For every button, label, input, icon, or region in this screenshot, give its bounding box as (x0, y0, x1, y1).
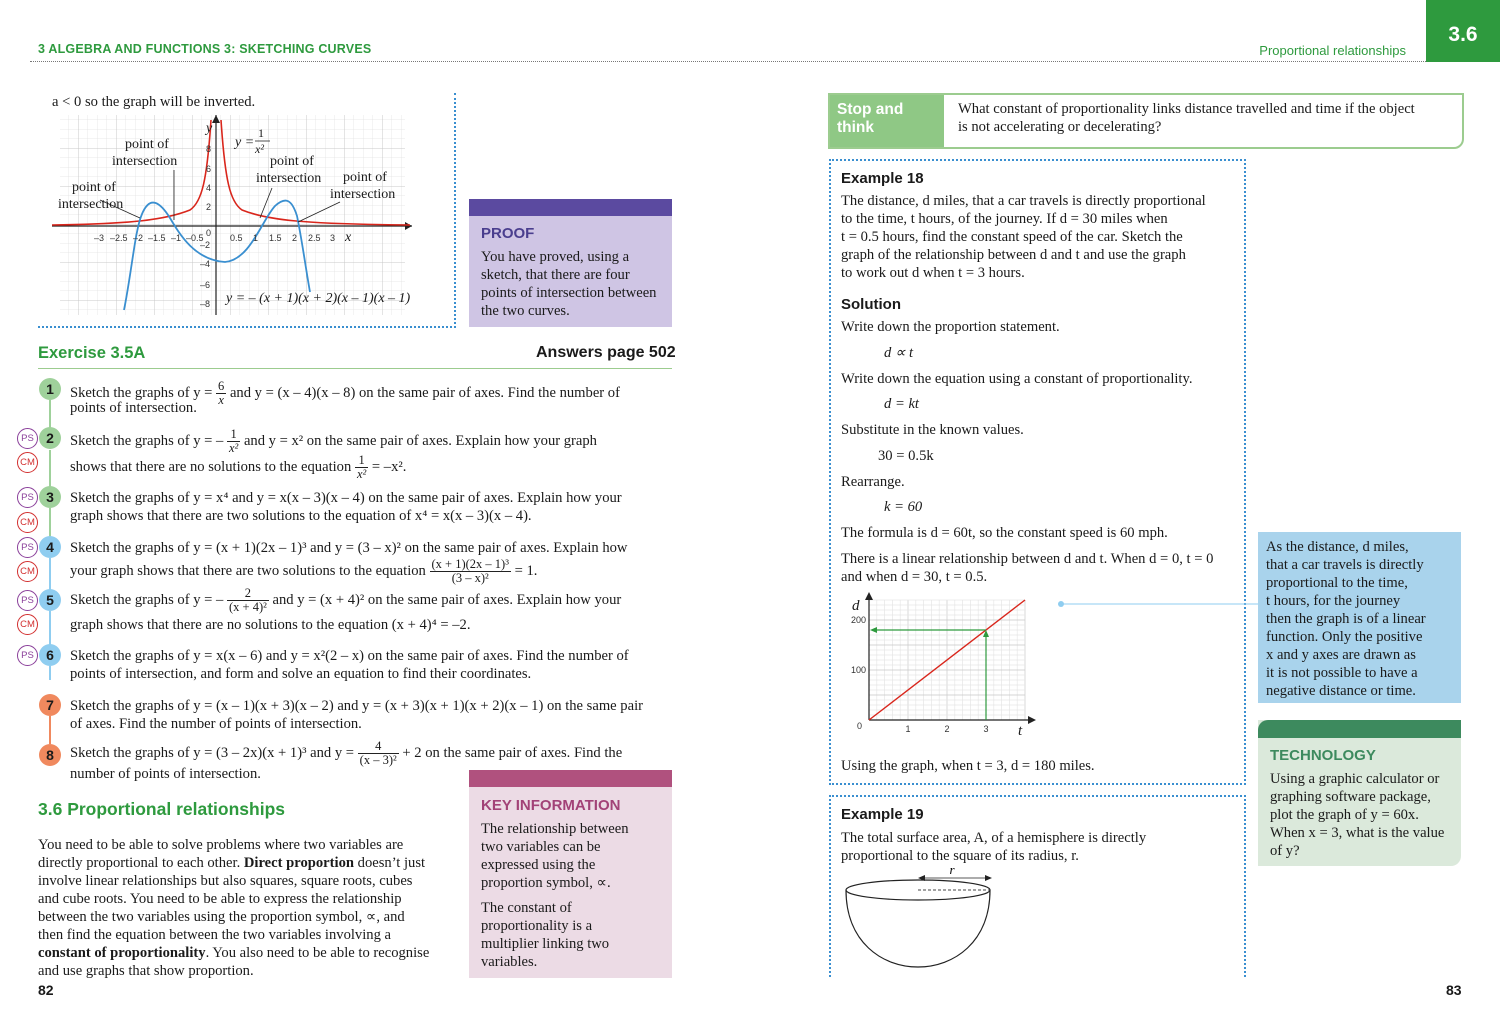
question-3-line2: graph shows that there are two solutions to the equation of x⁴ = x(x – 3)(x – 4). (70, 508, 532, 524)
key-information-text-2: The constant of proportionality is a multiplier linking two variables. (481, 900, 610, 970)
solution-step: Substitute in the known values. (841, 422, 1024, 438)
communication-badge: CM (17, 614, 38, 635)
chart-x-tick: 2 (944, 724, 950, 734)
chart-y-tick: 100 (850, 665, 866, 675)
chart-y-arrow (865, 592, 873, 600)
question-5-line1: Sketch the graphs of y = – $\frac{2}{\text{(x + 4)²}}$ and y = (x + 4)² on the same pair of axes. Explain how your (70, 586, 622, 614)
quartic-equation: y = – (x + 1)(x + 2)(x – 1)(x – 1) (226, 291, 411, 306)
y-tick: –2 (200, 240, 211, 250)
stop-and-think-question: What constant of proportionality links distance travelled and time if the object is not accelerating or decelerating? (958, 101, 1415, 135)
question-number-5: 5 (39, 589, 61, 611)
note-line: proportional to the time, (1266, 575, 1408, 591)
proof-title: PROOF (481, 225, 535, 242)
x-tick: 1.5 (269, 233, 282, 243)
answers-reference: Answers page 502 (536, 344, 676, 361)
solution-step: The formula is d = 60t, so the constant speed is 60 mph. (841, 525, 1168, 541)
note-line: function. Only the positive (1266, 629, 1423, 645)
question-number-2: 2 (39, 427, 61, 449)
example-18-title: Example 18 (841, 170, 924, 187)
x-tick: –0.5 (186, 233, 204, 243)
solution-conclusion: Using the graph, when t = 3, d = 180 miles. (841, 758, 1095, 774)
communication-badge: CM (17, 561, 38, 582)
y-tick: –6 (200, 280, 211, 290)
solution-equation: d = kt (884, 396, 919, 412)
hemisphere-diagram (842, 862, 1002, 970)
problem-solving-badge: PS (17, 645, 38, 666)
question-number-7: 7 (39, 694, 61, 716)
note-line: it is not possible to have a (1266, 665, 1418, 681)
chart-x-tick: 1 (905, 724, 911, 734)
solution-heading: Solution (841, 296, 901, 313)
key-information-bar (469, 770, 672, 787)
x-tick: 2.5 (308, 233, 321, 243)
note-line: then the graph is of a linear (1266, 611, 1426, 627)
technology-box (1258, 720, 1461, 866)
x-tick: 2 (292, 233, 298, 243)
label-poi-1-line2: intersection (58, 197, 124, 212)
stop-and-think-label: Stop and think (830, 95, 944, 147)
chart-y-label: d (852, 598, 860, 614)
exercise-rule (38, 368, 672, 369)
label-poi-3-line1: point of (270, 154, 314, 169)
question-3-line1: Sketch the graphs of y = x⁴ and y = x(x – 3)(x – 4) on the same pair of axes. Explain how your (70, 490, 622, 506)
label-poi-3-line2: intersection (256, 171, 322, 186)
connector-line (49, 611, 51, 647)
y-tick: 6 (206, 164, 212, 174)
y-tick: 8 (206, 144, 212, 154)
note-connector (1055, 598, 1265, 610)
section-heading: 3.6 Proportional relationships (38, 799, 285, 819)
problem-solving-badge: PS (17, 590, 38, 611)
question-8-line2: number of points of intersection. (70, 766, 261, 782)
question-6-line2: points of intersection, and form and solve an equation to find their coordinates. (70, 666, 532, 682)
note-line: As the distance, d miles, (1266, 539, 1409, 555)
solution-step: Write down the proportion statement. (841, 319, 1060, 335)
question-4-line2: your graph shows that there are two solutions to the equation $\frac{\text{(x + 1)(2x – 1)³}}{\text{(3 – x)²}}$ = 1. (70, 557, 538, 585)
reading-horizontal-arrow (870, 627, 877, 633)
question-1-line2: points of intersection. (70, 400, 197, 416)
hemisphere-bowl (846, 890, 990, 967)
question-4-line1: Sketch the graphs of y = (x + 1)(2x – 1)³ and y = (3 – x)² on the same pair of axes. Explain how (70, 540, 628, 556)
example-19-question: The total surface area, A, of a hemisphere is directly proportional to the square of its radius, r. (841, 830, 1147, 864)
key-information-text-1: The relationship between two variables can be expressed using the proportion symbol, ∝. (481, 821, 629, 891)
question-8-line1: Sketch the graphs of y = (3 – 2x)(x + 1)³ and y = $\frac{4}{\text{(x – 3)²}}$ + 2 on the same pair of axes. Find the (70, 739, 623, 767)
question-2-line1: Sketch the graphs of y = – $\frac{1}{\text{x²}}$ and y = x² on the same pair of axes. Explain how your graph (70, 427, 597, 455)
question-number-4: 4 (39, 536, 61, 558)
x-axis-label: x (345, 230, 352, 245)
reciprocal-eq-num: 1 (258, 126, 264, 140)
x-tick: –3 (94, 233, 105, 243)
connector-line (49, 666, 51, 680)
x-tick: 0 (206, 228, 212, 238)
x-tick: –2 (133, 233, 144, 243)
problem-solving-badge: PS (17, 537, 38, 558)
problem-solving-badge: PS (17, 487, 38, 508)
question-5-line2: graph shows that there are no solutions to the equation (x + 4)⁴ = –2. (70, 617, 471, 633)
x-tick: –1 (171, 233, 182, 243)
note-line: x and y axes are drawn as (1266, 647, 1416, 663)
y-tick: 2 (206, 202, 212, 212)
note-line: t hours, for the journey (1266, 593, 1401, 609)
x-tick: –1.5 (148, 233, 166, 243)
page-number-left: 82 (38, 982, 54, 998)
note-line: that a car travels is directly (1266, 557, 1424, 573)
reciprocal-eq-lhs: y = (235, 135, 255, 150)
chart-x-label: t (1018, 723, 1023, 739)
question-7-line1: Sketch the graphs of y = (x – 1)(x + 3)(x – 2) and y = (x + 3)(x + 1)(x + 2)(x – 1) on the same pair (70, 698, 643, 714)
question-number-6: 6 (39, 644, 61, 666)
question-7-line2: of axes. Find the number of points of intersection. (70, 716, 362, 732)
solution-equation: d ∝ t (884, 345, 914, 361)
key-information-box (469, 770, 672, 978)
x-tick: –2.5 (110, 233, 128, 243)
question-number-1: 1 (39, 378, 61, 400)
y-tick: 4 (206, 183, 212, 193)
chapter-heading: 3 ALGEBRA AND FUNCTIONS 3: SKETCHING CURVES (38, 42, 372, 56)
proof-text: You have proved, using a sketch, that there are four points of intersection between the two curves. (481, 249, 657, 319)
proof-box (469, 199, 672, 327)
communication-badge: CM (17, 452, 38, 473)
stop-and-think-box (828, 93, 1464, 149)
radius-arrow-right (985, 875, 992, 881)
proof-bar (469, 199, 672, 216)
x-axis-arrow (405, 222, 412, 230)
technology-text: Using a graphic calculator or graphing software package, plot the graph of y = 60x. When x = 3, what is the value of y? (1270, 771, 1445, 859)
label-poi-1-line1: point of (72, 180, 116, 195)
key-information-title: KEY INFORMATION (481, 797, 621, 814)
radius-label: r (949, 862, 955, 877)
solution-step: and when d = 30, t = 0.5. (841, 569, 988, 585)
solution-step: Write down the equation using a constant of proportionality. (841, 371, 1193, 387)
connector-line (49, 508, 51, 538)
page-number-right: 83 (1446, 982, 1462, 998)
solution-equation: k = 60 (884, 499, 923, 515)
solution-step: Rearrange. (841, 474, 905, 490)
chart-origin-label: 0 (856, 721, 862, 731)
problem-solving-badge: PS (17, 428, 38, 449)
header-rule (30, 61, 1426, 62)
y-tick: –8 (200, 299, 211, 309)
section-running-title: Proportional relationships (1259, 43, 1406, 58)
x-tick: 3 (330, 233, 336, 243)
section-intro: You need to be able to solve problems where two variables are directly proportional to each other. Direct proportion doesn’t just involve linear relationships but also squares, square roots, cubes and cube roots. You need to be able to express the relationship between the two variables using the proportion symbol, ∝, and then find the equation between the two variables involving a constant of proportionality. You also need to be able to recognise and use graphs that show proportion. (38, 837, 430, 979)
margin-note (1258, 532, 1461, 703)
graph-caption: a < 0 so the graph will be inverted. (52, 94, 256, 110)
question-1-line1: Sketch the graphs of y = $\frac{6}{x}$ and y = (x – 4)(x – 8) on the same pair of axes. Find the number of (70, 379, 620, 407)
question-number-3: 3 (39, 486, 61, 508)
x-tick: 0.5 (230, 233, 243, 243)
y-axis-label: y (206, 121, 213, 136)
graph-grid (60, 115, 405, 315)
chart-y-tick: 200 (850, 615, 866, 625)
connector-line (49, 450, 51, 490)
question-number-8: 8 (39, 744, 61, 766)
solution-step: There is a linear relationship between d and t. When d = 0, t = 0 (841, 551, 1214, 567)
note-line: negative distance or time. (1266, 683, 1416, 699)
solution-equation: 30 = 0.5k (878, 448, 934, 464)
label-poi-2-line2: intersection (112, 154, 178, 169)
label-poi-2-line1: point of (125, 137, 169, 152)
example-19-title: Example 19 (841, 806, 924, 823)
distance-time-chart (842, 590, 1042, 740)
connector-line (49, 400, 51, 430)
connector-line (49, 716, 51, 744)
chart-x-tick: 3 (983, 724, 989, 734)
chart-x-arrow (1028, 716, 1036, 724)
reciprocal-eq-den: x² (255, 142, 264, 156)
section-number-tab: 3.6 (1426, 0, 1500, 62)
label-poi-4-line1: point of (343, 170, 387, 185)
x-tick: 1 (253, 233, 259, 243)
example-18-question: The distance, d miles, that a car travels is directly proportional to the time, t hours, of the journey. If d = 30 miles when t = 0.5 hours, find the constant speed of the car. Sketch the graph of the relationship between d and t and use the graph to work out d when t = 3 hours. (841, 193, 1206, 281)
question-2-line2: shows that there are no solutions to the equation $\frac{1}{\text{x²}}$ = –x². (70, 453, 407, 481)
y-tick: –4 (200, 259, 211, 269)
technology-bar (1258, 720, 1461, 738)
curves-graph (40, 110, 430, 320)
label-poi-4-line2: intersection (330, 187, 396, 202)
exercise-title: Exercise 3.5A (38, 344, 146, 362)
communication-badge: CM (17, 512, 38, 533)
question-6-line1: Sketch the graphs of y = x(x – 6) and y = x²(2 – x) on the same pair of axes. Find the number of (70, 648, 629, 664)
technology-title: TECHNOLOGY (1270, 747, 1376, 764)
